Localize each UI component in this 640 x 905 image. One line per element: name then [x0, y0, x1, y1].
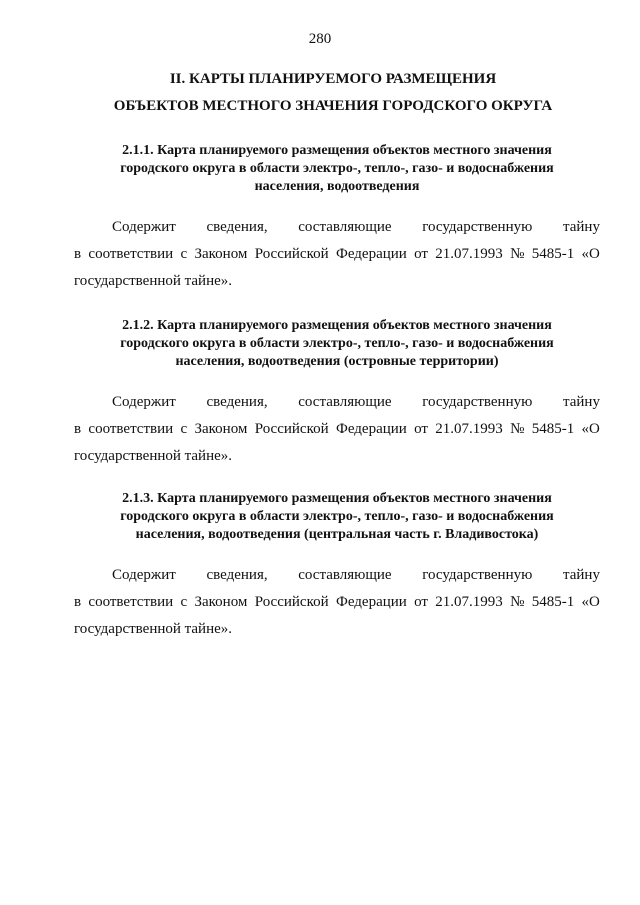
body-word: тайну	[563, 394, 600, 410]
body-word: в	[74, 246, 82, 262]
body-word: Содержит	[112, 567, 176, 583]
section-heading	[74, 142, 600, 196]
body-word: Российской	[254, 421, 329, 437]
body-word: Содержит	[112, 219, 176, 235]
body-word: «О	[581, 246, 600, 262]
body-word: Российской	[254, 246, 329, 262]
chapter-title-line-1: II. КАРТЫ ПЛАНИРУЕМОГО РАЗМЕЩЕНИЯ	[169, 71, 497, 87]
body-word: тайну	[563, 219, 600, 235]
body-word: №	[510, 594, 525, 610]
body-word: сведения,	[206, 567, 268, 583]
section-heading	[74, 490, 600, 544]
section-2-1-3	[74, 490, 600, 643]
section-body	[74, 389, 600, 470]
chapter-title	[60, 66, 606, 120]
body-line-1	[74, 214, 600, 241]
body-word: «О	[581, 594, 600, 610]
section-heading-line: городского округа в области электро-, тепло-, газо- и водоснабжения	[120, 161, 554, 176]
body-line-3: государственной тайне».	[74, 448, 233, 464]
body-word: 21.07.1993	[435, 246, 503, 262]
body-word: Федерации	[335, 594, 407, 610]
body-word: составляющие	[298, 567, 392, 583]
body-line-3: государственной тайне».	[74, 621, 233, 637]
body-word: с	[180, 594, 188, 610]
body-word: №	[510, 421, 525, 437]
body-word: от	[414, 594, 428, 610]
body-word: 5485-1	[531, 421, 575, 437]
body-word: Содержит	[112, 394, 176, 410]
body-word: соответствии	[88, 246, 174, 262]
body-word: Федерации	[335, 421, 407, 437]
page-number: 280	[308, 31, 332, 47]
body-word: соответствии	[88, 594, 174, 610]
section-2-1-2	[74, 317, 600, 470]
body-word: Законом	[194, 421, 248, 437]
body-word: в	[74, 421, 82, 437]
section-body	[74, 214, 600, 295]
body-word: государственную	[422, 567, 533, 583]
section-heading-line: 2.1.1. Карта планируемого размещения объектов местного значения	[122, 143, 552, 158]
section-body	[74, 562, 600, 643]
body-word: от	[414, 246, 428, 262]
body-word: сведения,	[206, 394, 268, 410]
body-word: сведения,	[206, 219, 268, 235]
body-line-1	[74, 562, 600, 589]
body-line-2	[74, 241, 600, 268]
body-line-2	[74, 416, 600, 443]
section-heading-line: городского округа в области электро-, тепло-, газо- и водоснабжения	[120, 336, 554, 351]
body-line-2	[74, 589, 600, 616]
body-word: государственную	[422, 394, 533, 410]
body-word: составляющие	[298, 219, 392, 235]
body-word: составляющие	[298, 394, 392, 410]
body-word: Законом	[194, 594, 248, 610]
body-word: государственную	[422, 219, 533, 235]
section-heading-line: населения, водоотведения (островные территории)	[175, 354, 499, 369]
body-word: №	[510, 246, 525, 262]
section-2-1-1	[74, 142, 600, 295]
body-word: от	[414, 421, 428, 437]
body-word: Российской	[254, 594, 329, 610]
body-word: Федерации	[335, 246, 407, 262]
body-word: Законом	[194, 246, 248, 262]
section-heading-line: населения, водоотведения (центральная часть г. Владивостока)	[135, 527, 539, 542]
body-line-3: государственной тайне».	[74, 273, 233, 289]
body-word: с	[180, 421, 188, 437]
body-word: с	[180, 246, 188, 262]
body-word: в	[74, 594, 82, 610]
body-word: 21.07.1993	[435, 421, 503, 437]
body-word: 5485-1	[531, 594, 575, 610]
section-heading-line: городского округа в области электро-, тепло-, газо- и водоснабжения	[120, 509, 554, 524]
section-heading	[74, 317, 600, 371]
body-line-1	[74, 389, 600, 416]
body-word: соответствии	[88, 421, 174, 437]
body-word: 21.07.1993	[435, 594, 503, 610]
section-heading-line: 2.1.2. Карта планируемого размещения объектов местного значения	[122, 318, 552, 333]
chapter-title-line-2: ОБЪЕКТОВ МЕСТНОГО ЗНАЧЕНИЯ ГОРОДСКОГО ОКРУГА	[113, 98, 553, 114]
section-heading-line: населения, водоотведения	[254, 179, 420, 194]
body-word: 5485-1	[531, 246, 575, 262]
body-word: «О	[581, 421, 600, 437]
section-heading-line: 2.1.3. Карта планируемого размещения объектов местного значения	[122, 491, 552, 506]
body-word: тайну	[563, 567, 600, 583]
